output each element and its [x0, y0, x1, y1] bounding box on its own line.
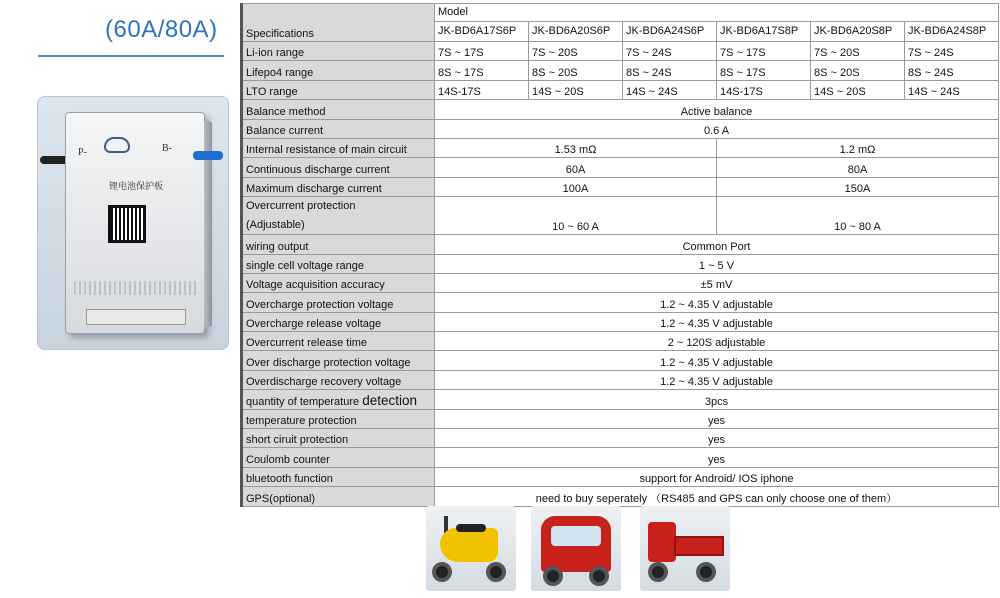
model-header-cell	[435, 4, 999, 42]
wheel	[696, 562, 716, 582]
cell: 14S ~ 24S	[905, 80, 999, 99]
board-name-label: 锂电池保护板	[108, 182, 163, 192]
cell: 2 ~ 120S adjustable	[435, 332, 999, 351]
cell: 3pcs	[435, 390, 999, 409]
cell: Common Port	[435, 235, 999, 254]
scooter-seat	[456, 524, 486, 532]
model-name: JK-BD6A17S8P	[717, 22, 811, 41]
table-row	[242, 42, 999, 61]
row-label-bluetooth: bluetooth function	[242, 467, 435, 486]
row-label-gps: GPS(optional)	[242, 487, 435, 506]
cell: 7S ~ 17S	[435, 42, 529, 61]
cell: 7S ~ 17S	[717, 42, 811, 61]
cell: 1 ~ 5 V	[435, 254, 999, 273]
model-list	[435, 22, 998, 41]
cell: 60A	[435, 158, 717, 177]
row-label-voltage-accuracy: Voltage acquisition accuracy	[242, 273, 435, 292]
table-row	[242, 119, 999, 138]
table-row	[242, 370, 999, 389]
table-row	[242, 293, 999, 312]
row-label-temp-protection: temperature protection	[242, 409, 435, 428]
cell: 1.2 ~ 4.35 V adjustable	[435, 312, 999, 331]
scooter-image	[426, 506, 516, 591]
cell: 1.2 ~ 4.35 V adjustable	[435, 293, 999, 312]
row-label-cell-voltage-range: single cell voltage range	[242, 254, 435, 273]
row-label-internal-resistance: Internal resistance of main circuit	[242, 138, 435, 157]
row-label-balance-method: Balance method	[242, 100, 435, 119]
cell: 100A	[435, 177, 717, 196]
cell: 7S ~ 20S	[811, 42, 905, 61]
blue-wire	[193, 151, 223, 160]
table-row	[242, 197, 999, 235]
pole-p-minus-label: P-	[78, 147, 87, 158]
model-name: JK-BD6A20S6P	[529, 22, 623, 41]
cell: 1.2 ~ 4.35 V adjustable	[435, 370, 999, 389]
cell: 150A	[717, 177, 999, 196]
truck-cabin	[648, 522, 676, 562]
spec-table	[240, 3, 999, 507]
cargo-bed	[674, 536, 724, 556]
row-label-wiring-output: wiring output	[242, 235, 435, 254]
tricycle-window	[551, 526, 601, 546]
cell: 0.6 A	[435, 119, 999, 138]
product-image	[37, 96, 229, 350]
cell: 8S ~ 24S	[623, 61, 717, 80]
row-label-lto: LTO range	[242, 80, 435, 99]
title-underline	[38, 55, 224, 57]
cell: Active balance	[435, 100, 999, 119]
row-label-lifepo4: Lifepo4 range	[242, 61, 435, 80]
table-row	[242, 429, 999, 448]
row-label-specifications: Specifications	[242, 4, 435, 42]
model-name: JK-BD6A24S6P	[623, 22, 717, 41]
model-name: JK-BD6A20S8P	[811, 22, 905, 41]
pole-b-minus-label: B-	[162, 143, 172, 154]
row-label-overcurrent-release: Overcurrent release time	[242, 332, 435, 351]
table-row-models	[242, 4, 999, 42]
cell: ±5 mV	[435, 273, 999, 292]
row-label-coulomb: Coulomb counter	[242, 448, 435, 467]
row-label-overcurrent-protection	[242, 197, 435, 235]
cell: 80A	[717, 158, 999, 177]
bms-board	[65, 112, 205, 334]
model-label: Model	[435, 4, 998, 22]
label-line: (Adjustable)	[246, 219, 305, 232]
cell: 8S ~ 20S	[529, 61, 623, 80]
enclosed-tricycle-image	[531, 506, 621, 591]
row-label-overdischarge-protection: Over discharge protection voltage	[242, 351, 435, 370]
table-row	[242, 273, 999, 292]
cell: 8S ~ 17S	[717, 61, 811, 80]
row-label-balance-current: Balance current	[242, 119, 435, 138]
table-row	[242, 487, 999, 506]
table-row	[242, 467, 999, 486]
label-text-emphasis: detection	[362, 392, 417, 408]
table-row	[242, 351, 999, 370]
wheel	[486, 562, 506, 582]
cell: yes	[435, 409, 999, 428]
table-row	[242, 80, 999, 99]
table-row	[242, 61, 999, 80]
model-name: JK-BD6A24S8P	[908, 25, 987, 37]
row-label-temp-detection	[242, 390, 435, 409]
cell: 14S ~ 20S	[529, 80, 623, 99]
table-row	[242, 312, 999, 331]
label-text: quantity of temperature	[246, 395, 360, 408]
row-label-short-circuit: short ciruit protection	[242, 429, 435, 448]
cell: 14S-17S	[435, 80, 529, 99]
fine-print	[74, 281, 198, 295]
cell: 7S ~ 20S	[529, 42, 623, 61]
row-label-continuous-discharge: Continuous discharge current	[242, 158, 435, 177]
wheel	[589, 566, 609, 586]
cell: 1.53 mΩ	[435, 138, 717, 157]
qr-code-icon	[108, 205, 146, 243]
cell: 14S ~ 20S	[811, 80, 905, 99]
table-row	[242, 409, 999, 428]
table-row	[242, 448, 999, 467]
cargo-tricycle-image	[640, 506, 730, 591]
cell: 1.2 ~ 4.35 V adjustable	[435, 351, 999, 370]
wheel	[432, 562, 452, 582]
table-row	[242, 332, 999, 351]
cell: 8S ~ 24S	[905, 61, 999, 80]
row-label-overcharge-protection: Overcharge protection voltage	[242, 293, 435, 312]
cell: 10 ~ 60 A	[435, 197, 717, 235]
cell: 14S-17S	[717, 80, 811, 99]
row-label-max-discharge: Maximum discharge current	[242, 177, 435, 196]
cell: need to buy seperately （RS485 and GPS can only choose one of them）	[435, 487, 999, 506]
cell: yes	[435, 448, 999, 467]
wheel	[543, 566, 563, 586]
model-name: JK-BD6A17S6P	[435, 22, 529, 41]
table-row	[242, 254, 999, 273]
cell: support for Android/ IOS iphone	[435, 467, 999, 486]
cell: 8S ~ 17S	[435, 61, 529, 80]
cell: 8S ~ 20S	[811, 61, 905, 80]
table-row	[242, 158, 999, 177]
label-line: Overcurrent protection	[246, 200, 356, 213]
cloud-logo-icon	[104, 137, 130, 153]
table-row	[242, 235, 999, 254]
table-row	[242, 177, 999, 196]
cell: yes	[435, 429, 999, 448]
cell: 1.2 mΩ	[717, 138, 999, 157]
product-series-title: (60A/80A)	[105, 16, 218, 43]
cell: 14S ~ 24S	[623, 80, 717, 99]
scooter-body	[440, 528, 498, 562]
cell: 7S ~ 24S	[623, 42, 717, 61]
wheel	[648, 562, 668, 582]
cell: 10 ~ 80 A	[717, 197, 999, 235]
table-row	[242, 100, 999, 119]
row-label-overdischarge-recovery: Overdischarge recovery voltage	[242, 370, 435, 389]
balance-connector	[86, 309, 186, 325]
table-row	[242, 138, 999, 157]
row-label-liion: Li-ion range	[242, 42, 435, 61]
table-row	[242, 390, 999, 409]
row-label-overcharge-release: Overcharge release voltage	[242, 312, 435, 331]
cell: 7S ~ 24S	[905, 42, 999, 61]
